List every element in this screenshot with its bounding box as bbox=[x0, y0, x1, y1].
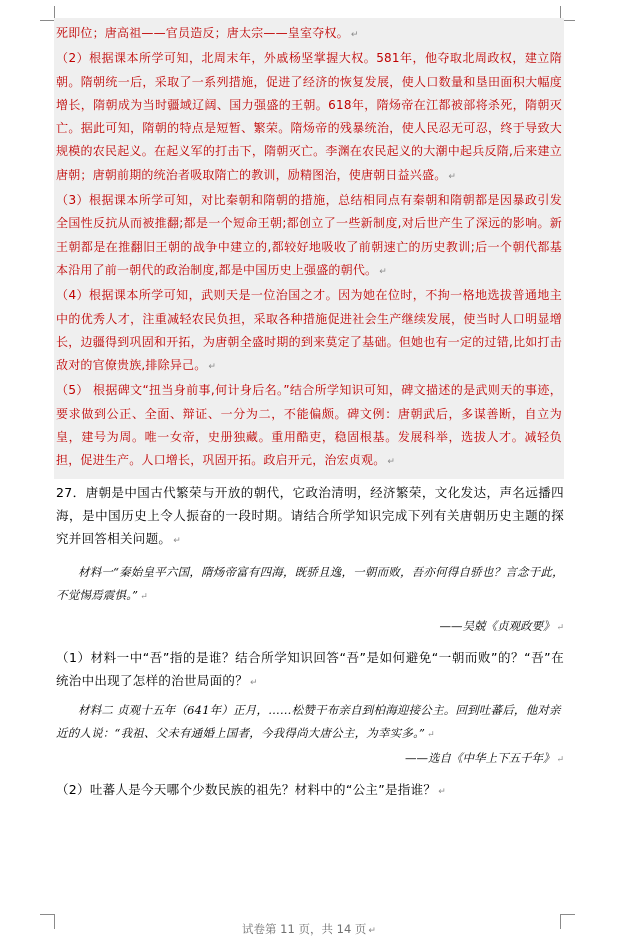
crop-mark-top-left bbox=[40, 6, 55, 21]
answer-paragraph-3: （3）根据课本所学可知，对比秦朝和隋朝的措施，总结相同点有秦朝和隋朝都是因暴政引发全国性反抗从而被推翻;都是一个短命王朝;都创立了一些新制度,对后世产生了深远的影响。新王朝都是在推翻旧王朝的战争中建立的,都较好地吸收了前朝速亡的历史教训;后一个朝代都基本沿用了前一朝代的政治制度,都是中国历史上强盛的朝代。 ↵ bbox=[56, 193, 562, 277]
question-27-stem: 27．唐朝是中国古代繁荣与开放的朝代，它政治清明，经济繁荣，文化发达，声名远播四海，是中国历史上令人振奋的一段时期。请结合所学知识完成下列有关唐朝历史主题的探究并回答相关问题。 ↵ bbox=[56, 484, 564, 546]
sub-question-1: （1）材料一中“吾”指的是谁？结合所学知识回答“吾”是如何避免“一朝而败”的？“吾”在统治中出现了怎样的治世局面的？ ↵ bbox=[56, 649, 564, 688]
document-page bbox=[56, 18, 564, 804]
material-1-source: ——吴兢《贞观政要》 ↵ bbox=[439, 618, 564, 633]
material-1: 材料一“秦始皇平六国，隋炀帝富有四海，既骄且逸，一朝而败，吾亦何得自骄也？言念于此，不觉惕焉震惧。” ↵ bbox=[56, 564, 564, 602]
material-2-source: ——选自《中华上下五千年》 ↵ bbox=[404, 750, 564, 765]
answer-line-head: 死即位；唐高祖——官员造反；唐太宗——皇室夺权。 ↵ bbox=[56, 26, 359, 40]
answer-block bbox=[54, 18, 564, 479]
answer-paragraph-4: （4）根据课本所学可知，武则天是一位治国之才。因为她在位时，不拘一格地选拔普通地主中的优秀人才，注重减轻农民负担，采取各种措施促进社会生产继续发展，使当时人口明显增长，边疆得到巩固和开拓，为唐朝全盛时期的到来莫定了基础。但她也有一定的过错,比如打击敌对的官僚贵族,排除异己。 ↵ bbox=[56, 288, 562, 373]
page-footer: 试卷第 11 页，共 14 页 ↵ bbox=[242, 922, 376, 936]
material-2: 材料二 贞观十五年（641年）正月，……松赞干布亲自到柏海迎接公主。回到吐蕃后，他对亲近的人说：“我祖、父未有通婚上国者，今我得尚大唐公主，为幸实多。” ↵ bbox=[56, 702, 561, 740]
answer-paragraph-5: （5） 根据碑文“扭当身前事,何计身后名。”结合所学知识可知，碑文描述的是武则天的事迹，要求做到公正、全面、辩证、一分为二，不能偏颇。碑文例：唐朝武后，多谋善断，自立为皇，建号为周。唯一女帝，史册独藏。重用酷吏，稳固根基。发展科举，选拔人才。减轻负担，促进生产。人口增长，巩固开拓。政启开元，治宏贞观。 ↵ bbox=[56, 383, 562, 468]
answer-paragraph-2: （2）根据课本所学可知，北周末年，外戚杨坚掌握大权。581年，他夺取北周政权，建立隋朝。隋朝统一后，采取了一系列措施，促进了经济的恢复发展，使人口数量和垦田面积大幅度增长，隋朝成为当时疆域辽阔、国力强盛的王朝。618年，隋炀帝在江都被部将杀死，隋朝灭亡。据此可知，隋朝的特点是短暂、繁荣。隋炀帝的残暴统治，使人民忍无可忍，终于导致大规模的农民起义。在起义军的打击下，隋朝灭亡。李渊在农民起义的大潮中起兵反隋,后来建立唐朝；唐朝前期的统治者吸取隋亡的教训，励精图治，使唐朝日益兴盛。 ↵ bbox=[56, 51, 562, 182]
sub-question-2: （2）吐蕃人是今天哪个少数民族的祖先？材料中的“公主”是指谁？ ↵ bbox=[56, 781, 447, 797]
